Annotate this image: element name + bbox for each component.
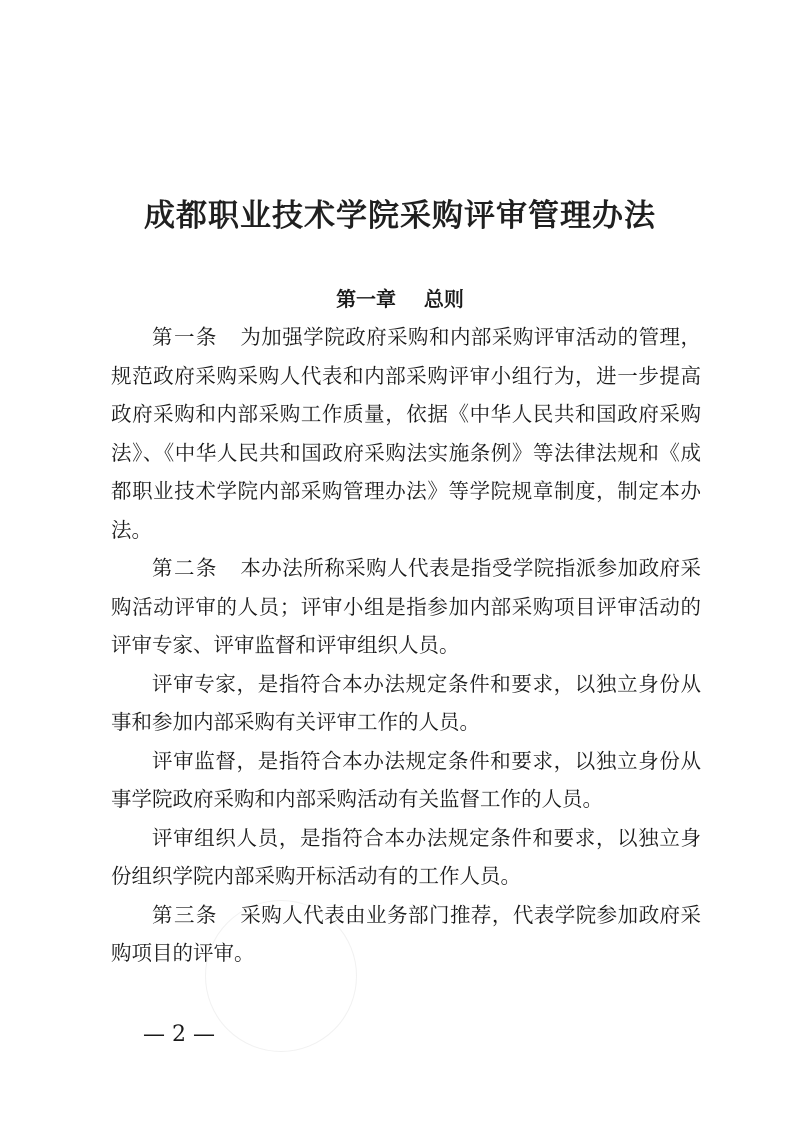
- paragraph-text: 评审组织人员，是指符合本办法规定条件和要求，以独立身份组织学院内部采购开标活动有的工作人员。: [111, 825, 701, 888]
- document-title: 成都职业技术学院采购评审管理办法: [144, 198, 656, 234]
- article-number: 第二条: [152, 556, 218, 580]
- article-3-paragraph: [111, 896, 701, 973]
- definition-supervision-paragraph: [111, 742, 701, 819]
- paragraph-text: 评审监督，是指符合本办法规定条件和要求，以独立身份从事学院政府采购和内部采购活动有关监督工作的人员。: [111, 748, 701, 811]
- paragraph-text: 评审专家，是指符合本办法规定条件和要求，以独立身份从事和参加内部采购有关评审工作的人员。: [111, 671, 701, 734]
- chapter-heading: 第一章 总则: [336, 287, 464, 311]
- definition-experts-paragraph: [111, 665, 701, 742]
- paragraph-text: 本办法所称采购人代表是指受学院指派参加政府采购活动评审的人员；评审小组是指参加内部采购项目评审活动的评审专家、评审监督和评审组织人员。: [111, 556, 702, 657]
- paragraph-text: 为加强学院政府采购和内部采购评审活动的管理，规范政府采购采购人代表和内部采购评审小组行为，进一步提高政府采购和内部采购工作质量，依据《中华人民共和国政府采购法》、《中华人民共和国政府采购法实施条例》等法律法规和《成都职业技术学院内部采购管理办法》等学院规章制度，制定本办法。: [111, 325, 702, 542]
- definition-organizers-paragraph: [111, 819, 701, 896]
- article-number: 第一条: [152, 325, 218, 349]
- document-body: [111, 318, 701, 973]
- article-1-paragraph: [111, 318, 701, 549]
- page-number: — 2 —: [143, 1022, 215, 1047]
- paragraph-text: 采购人代表由业务部门推荐，代表学院参加政府采购项目的评审。: [111, 902, 702, 965]
- article-number: 第三条: [152, 902, 218, 927]
- article-2-paragraph: [111, 549, 701, 665]
